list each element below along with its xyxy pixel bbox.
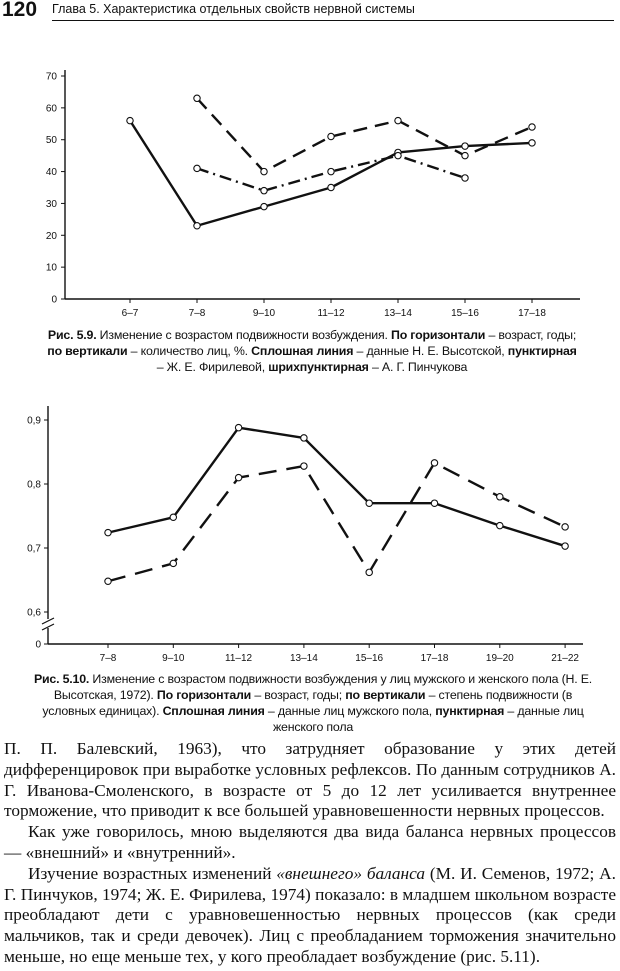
figure-5-9-caption: Рис. 5.9. Изменение с возрастом подвижности возбуждения. По горизонтали – возраст, годы; по вертикали – количество лиц, %. Сплошная линия – данные Н. Е. Высотской, пунктирная – Ж. Е. Фирилевой, шрихпунктирная – А. Г. Пинчукова <box>47 328 577 374</box>
data-point <box>462 152 468 158</box>
y-tick-label: 60 <box>45 103 57 115</box>
series-line <box>108 428 565 546</box>
paragraph: П. П. Балевский, 1963), что затрудняет образование у этих детей дифференцировок при выработке условных рефлексов. По данным сотрудников А. Г. Иванова-Смоленского, в возрасте от 5 до 12 лет усиливается внутреннее торможение, что приводит к все большей уравновешенности нервных процессов. <box>4 739 616 821</box>
data-point <box>194 95 200 101</box>
data-point <box>105 578 111 584</box>
data-point <box>328 133 334 139</box>
data-point <box>462 175 468 181</box>
y-tick-label: 0,7 <box>27 543 41 555</box>
x-tick-label: 21–22 <box>551 653 580 664</box>
data-point <box>235 424 241 430</box>
emphasis: «внешнего» баланса <box>276 863 425 883</box>
series-line <box>197 98 532 171</box>
data-point <box>170 560 176 566</box>
data-point <box>170 514 176 520</box>
y-tick-label: 40 <box>45 167 57 179</box>
data-point <box>395 117 401 123</box>
y-tick-label: 0 <box>51 294 57 306</box>
y-tick-label: 20 <box>45 230 57 242</box>
data-point <box>105 529 111 535</box>
x-tick-label: 15–16 <box>451 308 479 319</box>
data-point <box>328 184 334 190</box>
data-point <box>562 543 568 549</box>
x-tick-label: 6–7 <box>121 308 139 319</box>
paragraph: Изучение возрастных изменений «внешнего» баланса (М. И. Семенов, 1972; А. Г. Пинчуков, 1974; Ж. Е. Фирилева, 1974) показало: в младшем школьном возрасте преобладают дети с уравновешенностью нервных процессов (как среди мальчиков, так и среди девочек). Лиц с преобладанием торможения значительно меньше, но еще меньше тех, у кого преобладает возбуждение (рис. 5.11). <box>4 863 616 966</box>
x-tick-label: 11–12 <box>225 653 253 664</box>
data-point <box>366 569 372 575</box>
x-tick-label: 9–10 <box>252 308 276 319</box>
data-point <box>529 124 535 130</box>
x-tick-label: 9–10 <box>162 653 185 664</box>
data-point <box>235 474 241 480</box>
y-tick-label: 0,6 <box>27 607 41 619</box>
caption-label: Рис. 5.9. <box>47 328 97 342</box>
data-point <box>431 500 437 506</box>
y-tick-label: 0,8 <box>27 479 41 491</box>
x-tick-label: 15–16 <box>355 653 384 664</box>
running-title: Глава 5. Характеристика отдельных свойств нервной системы <box>52 2 415 16</box>
data-point <box>562 524 568 530</box>
data-point <box>328 168 334 174</box>
data-point <box>462 143 468 149</box>
data-point <box>301 463 307 469</box>
data-point <box>261 168 267 174</box>
x-tick-label: 17–18 <box>420 653 449 664</box>
page-number: 120 <box>2 0 38 21</box>
y-tick-label: 30 <box>45 198 57 210</box>
body-text <box>4 739 616 968</box>
x-tick-label: 11–12 <box>317 308 345 319</box>
x-tick-label: 13–14 <box>384 308 412 319</box>
y-tick-label: 0,9 <box>27 415 41 427</box>
x-tick-label: 13–14 <box>289 653 318 664</box>
x-tick-label: 7–8 <box>99 653 117 664</box>
data-point <box>194 165 200 171</box>
y-tick-label: 0 <box>35 639 41 651</box>
data-point <box>395 152 401 158</box>
y-tick-label: 10 <box>45 262 57 274</box>
y-tick-label: 50 <box>45 135 57 147</box>
figure-5-9-chart <box>0 0 620 320</box>
data-point <box>127 117 133 123</box>
data-point <box>497 522 503 528</box>
x-tick-label: 7–8 <box>188 308 206 319</box>
data-point <box>261 187 267 193</box>
data-point <box>497 494 503 500</box>
data-point <box>261 203 267 209</box>
y-tick-label: 70 <box>45 71 57 83</box>
data-point <box>301 435 307 441</box>
data-point <box>194 223 200 229</box>
x-tick-label: 19–20 <box>485 653 514 664</box>
figure-5-10-chart <box>0 390 620 670</box>
caption-label: Рис. 5.10. <box>33 672 90 686</box>
data-point <box>366 500 372 506</box>
x-tick-label: 17–18 <box>518 308 546 319</box>
data-point <box>529 140 535 146</box>
data-point <box>431 460 437 466</box>
paragraph: Как уже говорилось, мною выделяются два вида баланса нервных процессов — «внешний» и «внутренний». <box>4 822 616 862</box>
figure-5-10-caption: Рис. 5.10. Изменение с возрастом подвижности возбуждения у лиц мужского и женского пола (Н. Е. Высотская, 1972). По горизонтали – возраст, годы; по вертикали – степень подвижности (в условных единицах). Сплошная линия – данные лиц мужского пола, пунктирная – данные лиц женского пола <box>33 672 593 734</box>
